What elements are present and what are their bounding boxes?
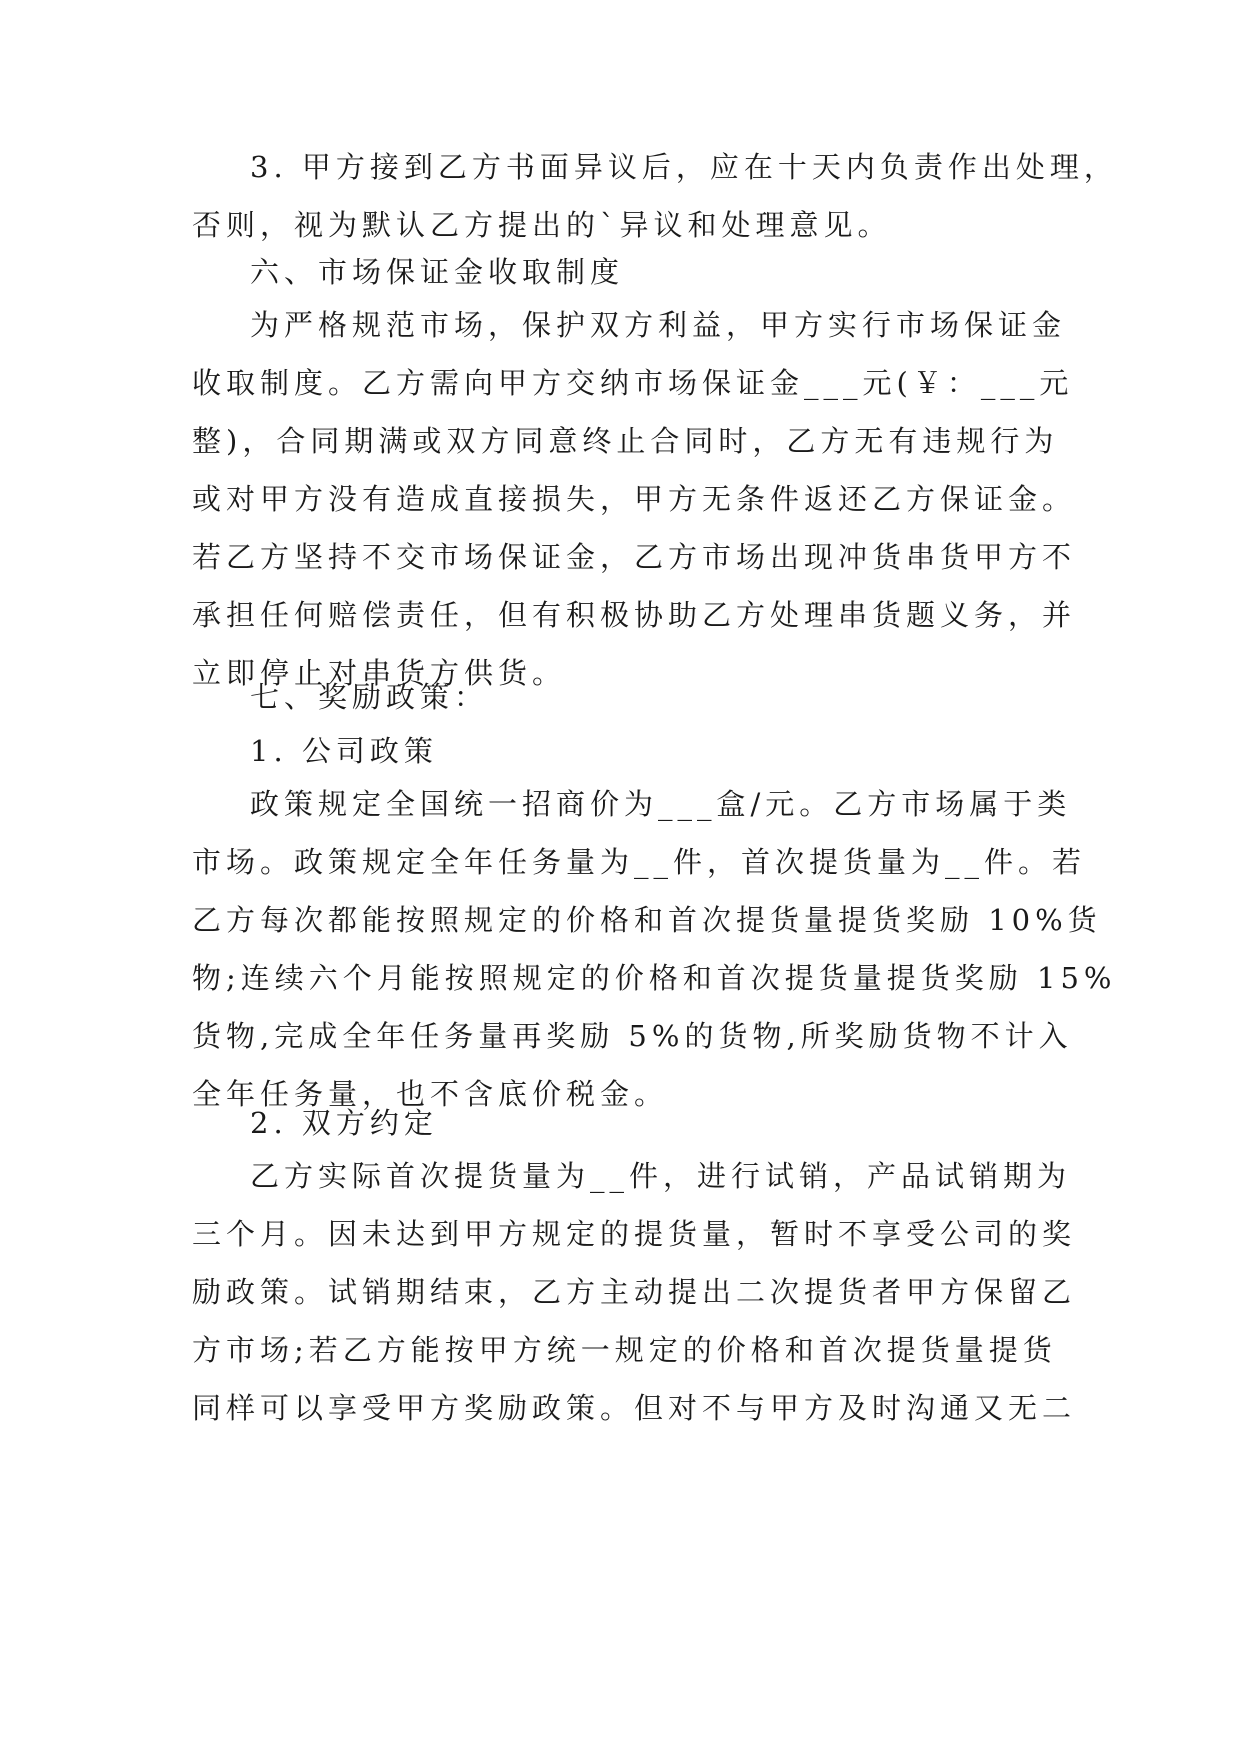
text-line: 励政策。试销期结束，乙方主动提出二次提货者甲方保留乙 [192, 1275, 1077, 1309]
text-line: 收取制度。乙方需向甲方交纳市场保证金___元(￥：___元 [192, 366, 1074, 400]
text-line: 货物,完成全年任务量再奖励 5%的货物,所奖励货物不计入 [192, 1019, 1073, 1053]
subsection-heading: 2. 双方约定 [250, 1106, 438, 1140]
paragraph-mutual-agreement [192, 1147, 1092, 1437]
text-line: 三个月。因未达到甲方规定的提货量，暂时不享受公司的奖 [192, 1217, 1077, 1251]
text-line: 或对甲方没有造成直接损失，甲方无条件返还乙方保证金。 [192, 482, 1077, 516]
heading-mutual-agreement [192, 1094, 1092, 1152]
text-line: 乙方每次都能按照规定的价格和首次提货量提货奖励 10%货 [192, 903, 1102, 937]
text-line: 乙方实际首次提货量为__件，进行试销，产品试销期为 [250, 1159, 1072, 1193]
heading-company-policy [192, 722, 1092, 780]
text-line: 整)，合同期满或双方同意终止合同时，乙方无有违规行为 [192, 424, 1059, 458]
section-heading: 七、奖励政策： [250, 680, 489, 714]
text-line: 市场。政策规定全年任务量为__件，首次提货量为__件。若 [192, 845, 1087, 879]
paragraph-deposit [192, 296, 1092, 702]
text-line: 方市场;若乙方能按甲方统一规定的价格和首次提货量提货 [192, 1333, 1057, 1367]
paragraph-company-policy [192, 775, 1117, 1123]
heading-section-seven [192, 668, 1092, 726]
text-line: 承担任何赔偿责任，但有积极协助乙方处理串货题义务，并 [192, 598, 1077, 632]
text-line: 物;连续六个月能按照规定的价格和首次提货量提货奖励 15% [192, 961, 1117, 995]
text-line: 全年任务量，也不含底价税金。 [192, 1077, 669, 1111]
text-line: 同样可以享受甲方奖励政策。但对不与甲方及时沟通又无二 [192, 1391, 1077, 1425]
text-line: 政策规定全国统一招商价为___盒/元。乙方市场属于类 [250, 787, 1072, 821]
text-line: 若乙方坚持不交市场保证金，乙方市场出现冲货串货甲方不 [192, 540, 1077, 574]
paragraph-objection-handling [192, 138, 1118, 254]
section-heading: 六、市场保证金收取制度 [250, 255, 625, 289]
text-line: 3. 甲方接到乙方书面异议后，应在十天内负责作出处理， [250, 150, 1118, 184]
text-line: 立即停止对串货方供货。 [192, 656, 567, 690]
subsection-heading: 1. 公司政策 [250, 734, 438, 768]
text-line: 为严格规范市场，保护双方利益，甲方实行市场保证金 [250, 308, 1067, 342]
heading-section-six [192, 243, 1092, 301]
text-line: 否则，视为默认乙方提出的`异议和处理意见。 [192, 208, 892, 242]
